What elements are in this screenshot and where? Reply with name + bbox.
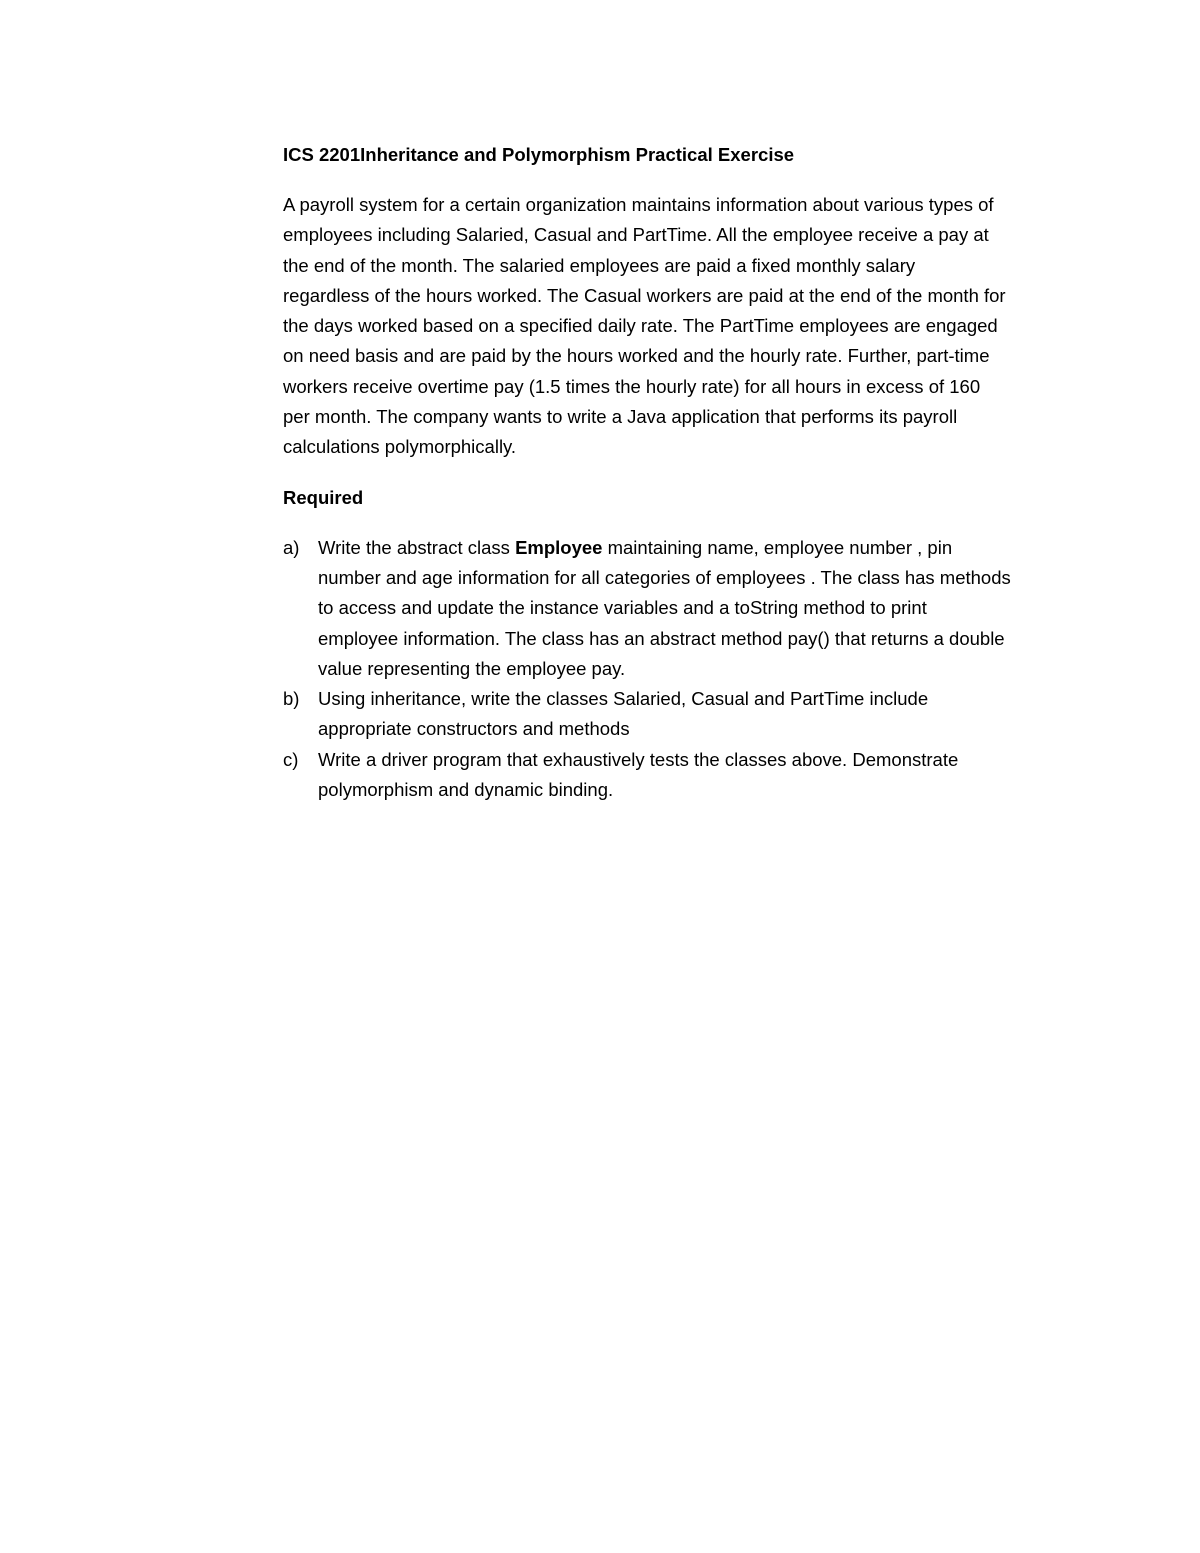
requirement-line: polymorphism and dynamic binding. [318, 779, 614, 801]
list-marker: b) [283, 688, 300, 710]
requirement-text: maintaining name, employee number , pin [602, 536, 953, 558]
document-content [283, 140, 1073, 805]
requirement-line: appropriate constructors and methods [318, 718, 630, 740]
required-heading: Required [283, 486, 364, 508]
paragraph-line: per month. The company wants to write a Java application that performs its payroll [283, 406, 958, 428]
document-title: ICS 2201Inheritance and Polymorphism Practical Exercise [283, 144, 795, 165]
paragraph-line: workers receive overtime pay (1.5 times the hourly rate) for all hours in excess of 160 [283, 375, 981, 397]
requirement-line: value representing the employee pay. [318, 657, 626, 679]
requirement-line: employee information. The class has an abstract method pay() that returns a double [318, 627, 1005, 649]
paragraph-line: employees including Salaried, Casual and PartTime. All the employee receive a pay at [283, 224, 989, 246]
requirement-line: number and age information for all categories of employees . The class has methods [318, 566, 1011, 588]
requirement-item-c [283, 745, 1073, 806]
intro-paragraph [283, 190, 1073, 463]
paragraph-line: regardless of the hours worked. The Casual workers are paid at the end of the month for [283, 284, 1006, 306]
requirement-line: Write a driver program that exhaustively tests the classes above. Demonstrate [318, 748, 959, 770]
requirement-bold-term: Employee [515, 536, 603, 558]
requirement-item-a [283, 533, 1073, 684]
requirements-list [283, 533, 1073, 806]
paragraph-line: calculations polymorphically. [283, 436, 517, 458]
list-marker: a) [283, 536, 300, 558]
requirement-line: Using inheritance, write the classes Salaried, Casual and PartTime include [318, 688, 929, 710]
requirement-line: to access and update the instance variables and a toString method to print [318, 597, 927, 619]
paragraph-line: the end of the month. The salaried employees are paid a fixed monthly salary [283, 254, 916, 276]
requirement-item-b [283, 684, 1073, 745]
requirement-line [318, 533, 1073, 563]
list-marker: c) [283, 748, 299, 770]
paragraph-line: the days worked based on a specified daily rate. The PartTime employees are engaged [283, 315, 998, 337]
requirement-text: Write the abstract class [318, 536, 516, 558]
paragraph-line: A payroll system for a certain organization maintains information about various types of [283, 194, 994, 215]
paragraph-line: on need basis and are paid by the hours worked and the hourly rate. Further, part-time [283, 345, 990, 367]
